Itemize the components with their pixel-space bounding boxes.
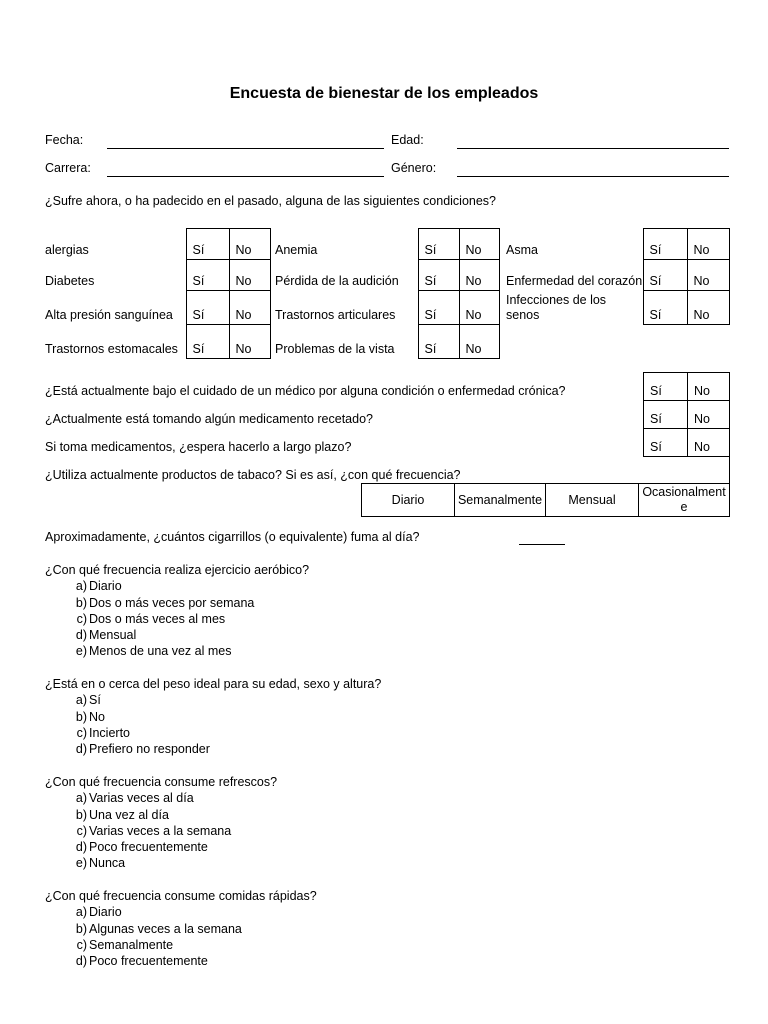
fecha-field[interactable] [107,148,384,149]
cigarettes-question: Aproximadamente, ¿cuántos cigarrillos (o equivalente) fuma al día? [45,530,420,544]
yes-checkbox[interactable]: Sí [644,401,688,429]
yes-checkbox[interactable]: Sí [643,260,687,291]
no-checkbox[interactable]: No [229,260,270,291]
doctor-care-question: ¿Está actualmente bajo el cuidado de un médico por alguna condición o enfermedad crónica? [45,384,566,398]
condition-label: Anemia [275,242,318,257]
medication-question: ¿Actualmente está tomando algún medicamento recetado? [45,412,373,426]
conditions-table-3 [506,228,730,325]
mc-question-exercise [45,562,309,660]
no-checkbox[interactable]: No [687,260,729,291]
mc-question-weight [45,676,381,757]
no-checkbox[interactable]: No [459,325,499,359]
option-item[interactable]: c) Varias veces a la semana [76,823,232,838]
edad-field[interactable] [457,148,729,149]
condition-row [506,260,729,291]
tobacco-option-ocasionalmente[interactable]: Ocasionalmente [639,484,730,517]
yes-checkbox[interactable]: Sí [186,229,229,260]
condition-row [275,325,499,359]
condition-label: Pérdida de la audición [275,273,399,288]
yes-checkbox[interactable]: Sí [644,429,688,457]
page-title: Encuesta de bienestar de los empleados [229,85,539,102]
question-text: ¿Con qué frecuencia consume refrescos? [45,775,278,789]
genero-label: Género: [391,161,437,175]
long-term-question: Si toma medicamentos, ¿espera hacerlo a largo plazo? [45,440,352,454]
condition-row [275,260,499,291]
condition-row [275,229,499,260]
condition-label: Alta presión sanguínea [45,307,173,322]
condition-row [45,291,270,325]
no-checkbox[interactable]: No [229,229,270,260]
no-checkbox[interactable]: No [687,229,729,260]
condition-row [45,325,270,359]
yes-checkbox[interactable]: Sí [643,291,687,325]
condition-label: Enfermedad del corazón [506,273,643,288]
condition-label: alergias [45,242,89,257]
condition-row [275,291,499,325]
option-item[interactable]: b) Una vez al día [75,807,169,822]
condition-label: Asma [506,242,538,257]
condition-label: Trastornos estomacales [45,341,178,356]
question-text: ¿Con qué frecuencia consume comidas rápidas? [45,889,317,903]
yes-checkbox[interactable]: Sí [418,325,459,359]
tobacco-option-mensual[interactable]: Mensual [546,484,639,517]
option-item[interactable]: d) Mensual [75,628,137,643]
yes-checkbox[interactable]: Sí [186,325,229,359]
condition-label: Diabetes [45,273,95,288]
condition-label: Trastornos articulares [275,307,396,322]
yes-checkbox[interactable]: Sí [643,229,687,260]
option-item[interactable]: d) Prefiero no responder [75,742,210,757]
option-item[interactable]: a) Sí [75,693,101,708]
option-item[interactable]: e) Menos de una vez al mes [75,644,232,659]
no-checkbox[interactable]: No [229,325,270,359]
yes-no-row [644,373,730,401]
condition-label: Problemas de la vista [275,341,395,356]
option-item[interactable]: a) Diario [75,579,122,594]
edad-label: Edad: [391,133,424,147]
yes-no-table [643,372,730,457]
options-list [45,692,381,757]
question-text: ¿Está en o cerca del peso ideal para su edad, sexo y altura? [45,677,382,691]
condition-label: Infecciones de los senos [506,292,607,322]
no-checkbox[interactable]: No [688,401,730,429]
condition-row [506,229,729,260]
condition-row [45,229,270,260]
no-checkbox[interactable]: No [459,291,499,325]
yes-checkbox[interactable]: Sí [418,260,459,291]
option-item[interactable]: c) Semanalmente [76,937,174,952]
no-checkbox[interactable]: No [459,260,499,291]
conditions-table-1 [45,228,271,359]
conditions-table-2 [275,228,500,359]
no-checkbox[interactable]: No [688,373,730,401]
tobacco-question: ¿Utiliza actualmente productos de tabaco? Si es así, ¿con qué frecuencia? [45,468,461,482]
option-item[interactable]: a) Varias veces al día [75,791,194,806]
yes-checkbox[interactable]: Sí [186,260,229,291]
tobacco-frequency-table [361,483,730,517]
carrera-label: Carrera: [45,161,91,175]
fecha-label: Fecha: [45,133,84,147]
yes-checkbox[interactable]: Sí [418,291,459,325]
cigarettes-field[interactable] [519,544,565,545]
question-text: ¿Con qué frecuencia realiza ejercicio aeróbico? [45,563,310,577]
options-list [45,578,309,659]
option-item[interactable]: b) Algunas veces a la semana [75,921,242,936]
yes-no-row [644,429,730,457]
option-item[interactable]: d) Poco frecuentemente [75,840,208,855]
conditions-question: ¿Sufre ahora, o ha padecido en el pasado, alguna de las siguientes condiciones? [45,194,497,208]
option-item[interactable]: c) Dos o más veces al mes [76,611,226,626]
tobacco-option-semanalmente[interactable]: Semanalmente [455,484,546,517]
condition-row [506,291,729,325]
option-item[interactable]: b) Dos o más veces por semana [75,595,255,610]
options-list [45,904,317,969]
option-item[interactable]: a) Diario [75,905,122,920]
options-list [45,790,277,871]
no-checkbox[interactable]: No [459,229,499,260]
tobacco-option-diario[interactable]: Diario [362,484,455,517]
option-item[interactable]: c) Incierto [76,725,130,740]
carrera-field[interactable] [107,176,384,177]
yes-checkbox[interactable]: Sí [418,229,459,260]
condition-row [45,260,270,291]
mc-question-soda [45,774,277,872]
yes-checkbox[interactable]: Sí [644,373,688,401]
no-checkbox[interactable]: No [687,291,729,325]
genero-field[interactable] [457,176,729,177]
option-item[interactable]: d) Poco frecuentemente [75,954,208,969]
option-item[interactable]: e) Nunca [75,856,126,871]
no-checkbox[interactable]: No [229,291,270,325]
tobacco-divider [729,456,730,484]
mc-question-fast-food [45,888,317,969]
yes-checkbox[interactable]: Sí [186,291,229,325]
no-checkbox[interactable]: No [688,429,730,457]
option-item[interactable]: b) No [75,709,105,724]
yes-no-row [644,401,730,429]
